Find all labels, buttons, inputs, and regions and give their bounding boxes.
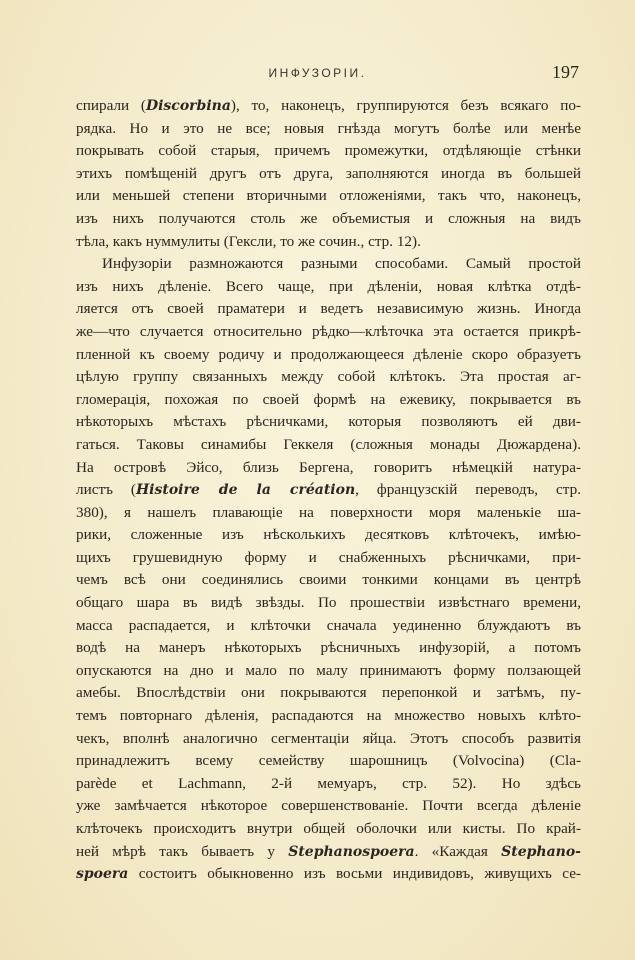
text-run: Инфузоріи размножаются разными способами. Самый простой (102, 255, 581, 273)
text-line (76, 163, 581, 186)
text-run: этихъ помѣщеній другъ отъ друга, заполняются иногда въ большей (76, 164, 581, 182)
text-line (76, 457, 581, 480)
body-text (76, 95, 581, 886)
text-line (76, 208, 581, 231)
text-run: рядка. Но и это не все; новыя гнѣзда могутъ болѣе или менѣе (76, 119, 581, 137)
text-line (76, 344, 581, 367)
text-run: уже замѣчается нѣкоторое совершенствованіе. Почти всегда дѣленіе (76, 797, 581, 815)
text-line (76, 547, 581, 570)
text-line (76, 592, 581, 615)
text-line (76, 411, 581, 434)
text-run: ляется отъ своей праматери и ведетъ независимую жизнь. Иногда (76, 300, 581, 318)
text-line (76, 705, 581, 728)
text-line (76, 502, 581, 525)
page-number: 197 (552, 62, 579, 82)
text-line (76, 863, 581, 886)
text-run: . «Каждая (414, 842, 502, 860)
text-line (76, 750, 581, 773)
text-line (76, 231, 581, 254)
text-run: опускаются на дно и мало по малу принимаютъ форму ползающей (76, 661, 581, 679)
text-run: состоитъ обыкновенно изъ восьми индивидовъ, живущихъ се- (128, 865, 581, 883)
text-run: гломерація, похожая по своей формѣ на ежевику, покрывается въ (76, 390, 581, 408)
text-run: изъ нихъ получаются столь же объемистыя и сложныя на видъ (76, 209, 581, 227)
text-run: ней мѣрѣ такъ бываетъ у (76, 842, 289, 860)
text-line (76, 818, 581, 841)
text-line (76, 140, 581, 163)
running-title: ИНФУЗОРІИ. (268, 66, 367, 80)
text-run: масса распадается, и клѣточки сначала уединенно блуждаютъ въ (76, 616, 581, 634)
text-run: чекъ, вполнѣ аналогично сегментаціи яйца. Этотъ способъ развитія (76, 729, 581, 747)
text-run: общаго шара въ видѣ звѣзды. По прошествіи извѣстнаго времени, (76, 594, 581, 612)
text-line (76, 615, 581, 638)
text-run: амебы. Впослѣдствіи они покрываются перепонкой и затѣмъ, пу- (76, 684, 581, 702)
text-run: пленной къ своему родичу и продолжающееся дѣленіе скоро образуетъ (76, 345, 581, 363)
text-run: же—что случается относительно рѣдко—клѣточка эта остается прикрѣ- (76, 322, 581, 340)
text-line (76, 479, 581, 502)
text-run: тѣла, какъ нуммулиты (Гексли, то же сочин., стр. 12). (76, 232, 421, 250)
text-line (76, 298, 581, 321)
text-line (76, 795, 581, 818)
text-line (76, 682, 581, 705)
text-run: принадлежитъ всему семейству шарошницъ (Volvocina) (Cla- (76, 752, 581, 770)
text-run: щихъ грушевидную форму и снабженныхъ рѣсничками, при- (76, 548, 581, 566)
italic-text: Histoire de la création (135, 482, 356, 499)
italic-text: Stephanospoera (288, 843, 415, 860)
text-run: ), то, наконецъ, группируются безъ всякаго по- (230, 97, 581, 114)
text-line (76, 389, 581, 412)
text-run: спирали ( (76, 97, 146, 114)
text-line (76, 773, 581, 796)
text-run: 380), я нашелъ плавающіе на поверхности моря маленькіе ша- (76, 503, 581, 521)
text-line (76, 185, 581, 208)
text-line (76, 118, 581, 141)
text-run: гаться. Таковы синамибы Геккеля (сложныя монады Дюжардена). (76, 435, 581, 453)
italic-text: Stephano- (501, 843, 581, 860)
text-run: На островѣ Эйсо, близь Бергена, говоритъ нѣмецкій натура- (76, 458, 581, 476)
text-run: водѣ на манеръ нѣкоторыхъ рѣсничныхъ инфузорій, а потомъ (76, 639, 581, 657)
text-run: листъ ( (76, 481, 136, 499)
text-run: темъ повторнаго дѣленія, распадаются на множество новыхъ клѣто- (76, 707, 581, 725)
running-head (0, 62, 635, 86)
text-line (76, 321, 581, 344)
text-line (76, 728, 581, 751)
italic-text: Discorbina (145, 98, 231, 114)
text-line (76, 434, 581, 457)
text-line (76, 366, 581, 389)
text-run: покрывать собой старыя, причемъ промежутки, отдѣляющіе стѣнки (76, 142, 581, 160)
text-line (76, 841, 581, 864)
text-run: рики, сложенные изъ нѣсколькихъ десятковъ клѣточекъ, имѣю- (76, 526, 581, 544)
text-line (76, 637, 581, 660)
text-run: нѣкоторыхъ мѣстахъ рѣсничками, которыя позволяютъ ей дви- (76, 413, 581, 431)
text-run: клѣточекъ происходитъ внутри общей оболочки или кисты. По край- (76, 820, 581, 837)
text-run: , французскій переводъ, стр. (355, 481, 582, 499)
text-line (76, 569, 581, 592)
text-line (76, 276, 581, 299)
text-line (76, 524, 581, 547)
italic-text: spoera (76, 866, 129, 883)
text-line (76, 660, 581, 683)
text-run: изъ нихъ дѣленіе. Всего чаще, при дѣленіи, новая клѣтка отдѣ- (76, 277, 581, 295)
text-line (76, 95, 581, 118)
text-run: чемъ всѣ они соединялись своими тонкими концами въ центрѣ (76, 571, 581, 589)
text-line (76, 253, 581, 276)
text-run: цѣлую группу связанныхъ между собой клѣтокъ. Эта простая аг- (76, 368, 581, 386)
text-run: или меньшей степени вторичными отложеніями, такъ что, наконецъ, (76, 187, 581, 205)
text-run: parède et Lachmann, 2-й мемуаръ, стр. 52). Но здѣсь (76, 774, 581, 792)
